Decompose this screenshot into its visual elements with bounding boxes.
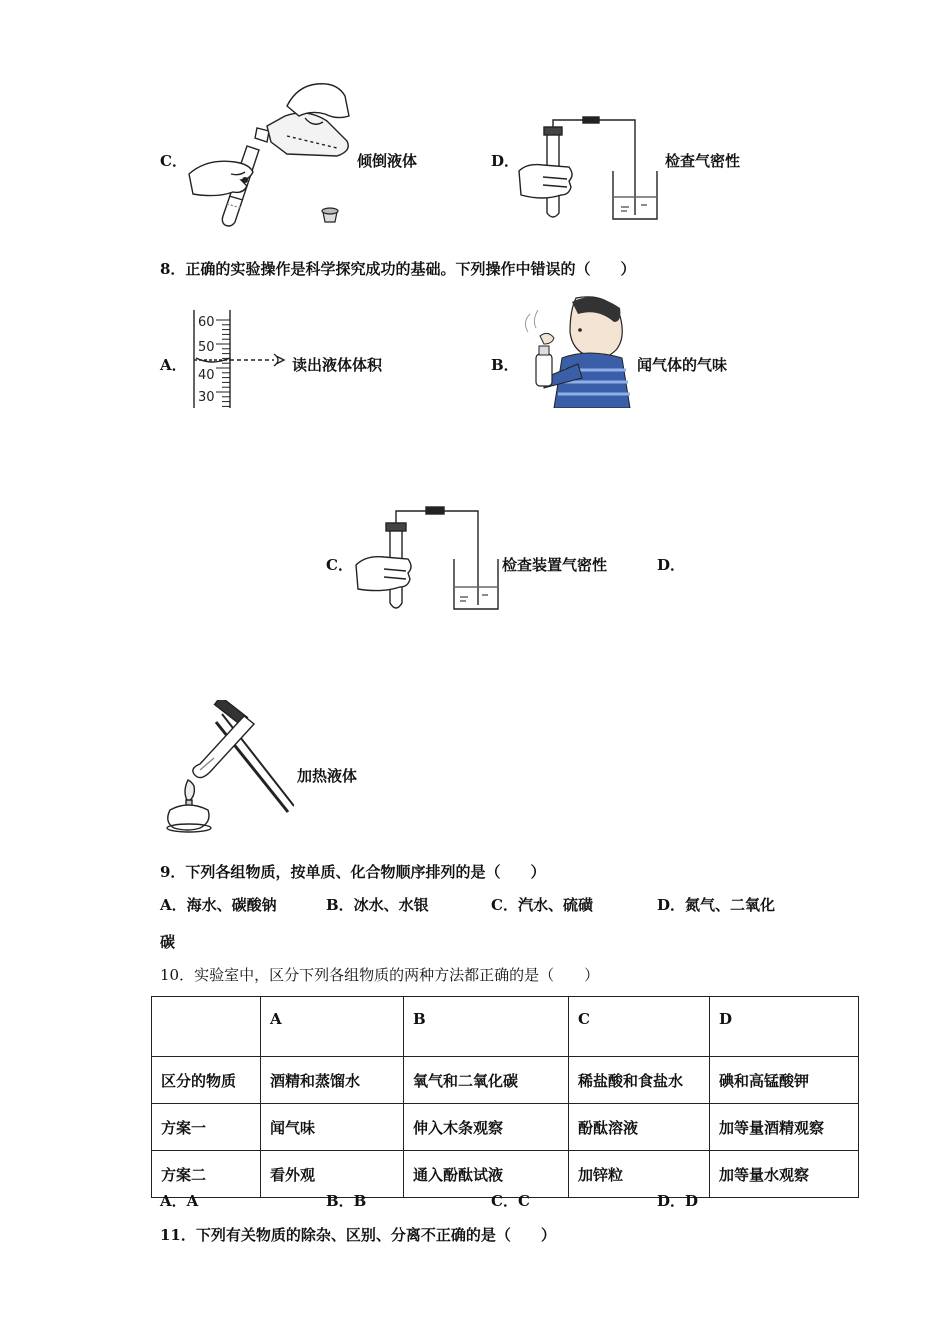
q9-option-a: A．海水、碳酸钠	[160, 896, 277, 914]
q8-option-d-caption: 加热液体	[297, 767, 358, 785]
cylinder-tick-40: 40	[198, 368, 215, 383]
q8-option-c-label: C．	[326, 556, 353, 574]
table-header-cell: A	[261, 997, 404, 1057]
table-row	[152, 1104, 859, 1151]
table-row	[152, 1057, 859, 1104]
q7-option-c-label: C．	[160, 152, 187, 170]
q9-option-b: B．冰水、水银	[326, 896, 429, 914]
table-cell: 酒精和蒸馏水	[261, 1057, 404, 1104]
cylinder-tick-50: 50	[198, 340, 215, 355]
q11-stem: 11．下列有关物质的除杂、区别、分离不正确的是（ ）	[160, 1226, 556, 1244]
q8-option-c-caption: 检查装置气密性	[502, 556, 608, 574]
table-header-cell: D	[710, 997, 859, 1057]
table-cell: 看外观	[261, 1151, 404, 1198]
table-cell: 方案一	[152, 1104, 261, 1151]
graduated-cylinder-figure	[186, 308, 290, 410]
table-cell: 稀盐酸和食盐水	[569, 1057, 710, 1104]
q8-option-b-label: B．	[491, 356, 519, 374]
q7-option-d-caption: 检查气密性	[665, 152, 741, 170]
table-row	[152, 1151, 859, 1198]
table-cell: 氧气和二氧化碳	[404, 1057, 569, 1104]
table-cell: 闻气味	[261, 1104, 404, 1151]
q8-stem: 8．正确的实验操作是科学探究成功的基础。下列操作中错误的（ ）	[160, 260, 636, 278]
q7-option-d-label: D．	[491, 152, 520, 170]
q7-option-c-caption: 倾倒液体	[357, 152, 418, 170]
q8-option-d-label: D．	[657, 556, 686, 574]
cylinder-tick-60: 60	[198, 315, 215, 330]
device-airtightness-figure	[352, 503, 500, 615]
q8-option-a-caption: 读出液体体积	[292, 356, 383, 374]
pouring-liquid-figure	[187, 76, 357, 228]
q9-stem: 9．下列各组物质，按单质、化合物顺序排列的是（ ）	[160, 863, 546, 881]
table-header-cell: B	[404, 997, 569, 1057]
smelling-gas-figure	[518, 292, 634, 408]
cylinder-tick-30: 30	[198, 390, 215, 405]
q10-option-a: A．A	[160, 1192, 199, 1210]
q10-option-d: D．D	[657, 1192, 699, 1210]
table-header-row	[152, 997, 859, 1057]
heating-liquid-figure	[160, 700, 294, 834]
q10-stem: 10．实验室中，区分下列各组物质的两种方法都正确的是（ ）	[160, 966, 600, 984]
table-cell: 伸入木条观察	[404, 1104, 569, 1151]
q8-option-a-label: A．	[160, 356, 187, 374]
table-header-cell: C	[569, 997, 710, 1057]
table-cell: 方案二	[152, 1151, 261, 1198]
q9-option-d: D．氮气、二氧化	[657, 896, 776, 914]
q10-option-c: C．C	[491, 1192, 530, 1210]
table-cell: 加等量水观察	[710, 1151, 859, 1198]
q10-option-b: B．B	[326, 1192, 367, 1210]
q9-option-c: C．汽水、硫磺	[491, 896, 593, 914]
table-cell: 碘和高锰酸钾	[710, 1057, 859, 1104]
airtightness-check-figure	[517, 115, 662, 225]
q8-option-b-caption: 闻气体的气味	[637, 356, 728, 374]
q10-comparison-table	[151, 996, 859, 1198]
table-cell: 通入酚酞试液	[404, 1151, 569, 1198]
table-header-cell	[152, 997, 261, 1057]
table-cell: 加锌粒	[569, 1151, 710, 1198]
table-cell: 酚酞溶液	[569, 1104, 710, 1151]
table-cell: 区分的物质	[152, 1057, 261, 1104]
table-cell: 加等量酒精观察	[710, 1104, 859, 1151]
q9-option-d-wrap: 碳	[160, 933, 176, 951]
